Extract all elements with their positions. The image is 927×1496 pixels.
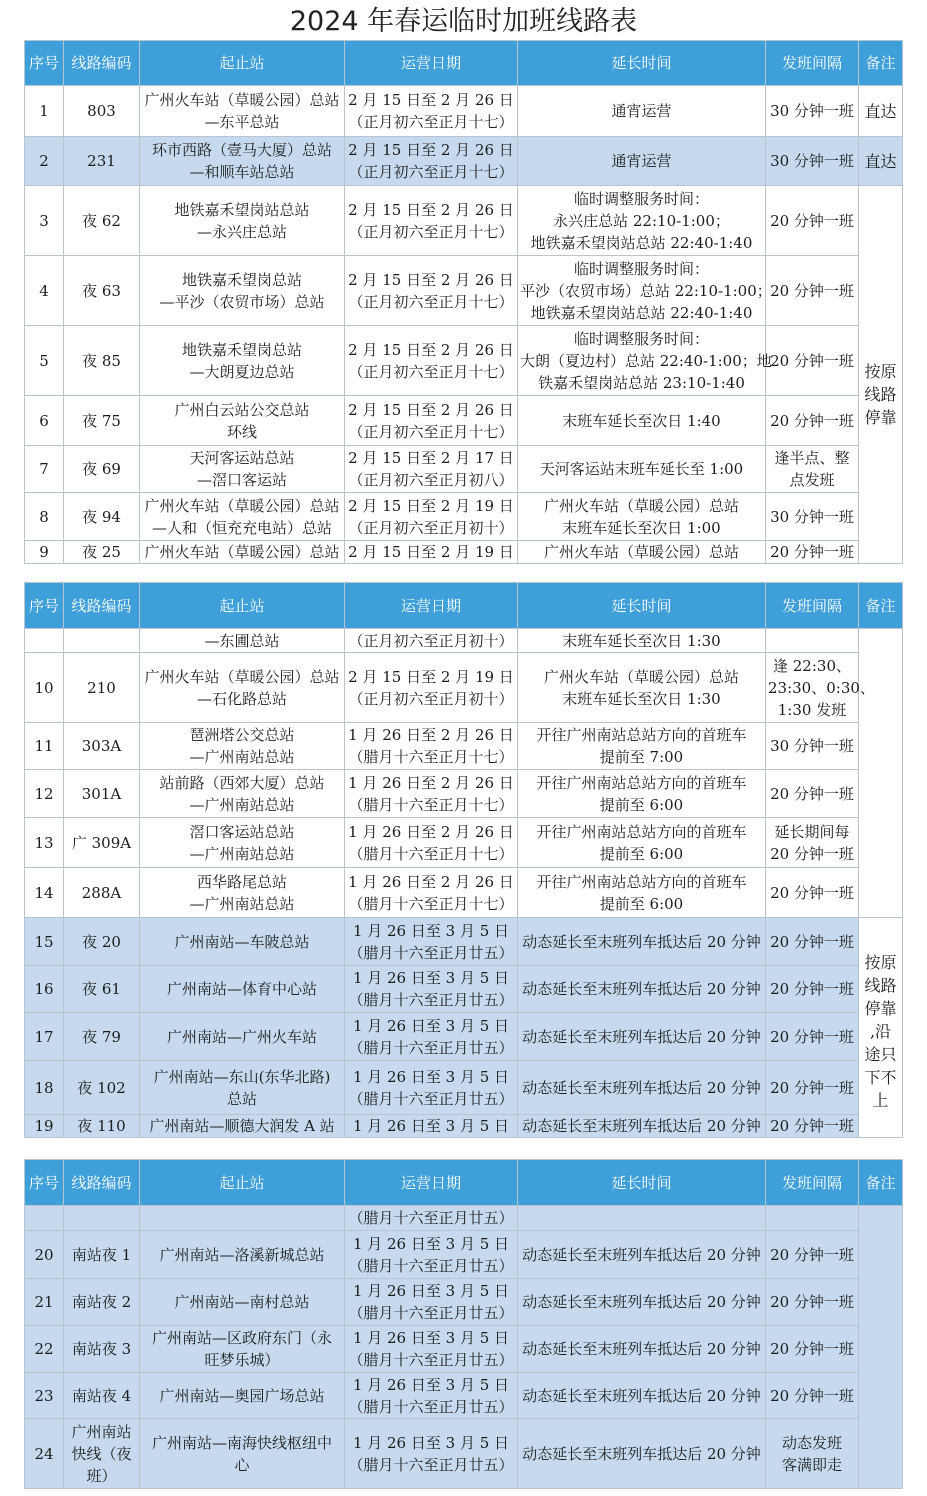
- row-code: [64, 629, 140, 653]
- table-row: [25, 868, 903, 918]
- row-route: 滘口客运站总站 —广州南站总站: [140, 818, 345, 868]
- header-code: 线路编码: [64, 1160, 140, 1206]
- row-extension: 开往广州南站总站方向的首班车 提前至 7:00: [518, 723, 766, 770]
- table-row: [25, 541, 903, 564]
- row-extension: 临时调整服务时间： 永兴庄总站 22:10-1:00； 地铁嘉禾望岗站总站 22:40-1:40: [518, 186, 766, 256]
- row-code: 231: [64, 137, 140, 186]
- row-num: 3: [25, 186, 64, 256]
- row-route: 广州南站—南海快线枢纽中 心: [140, 1419, 345, 1489]
- row-date: 1 月 26 日至 3 月 5 日 （腊月十六至正月廿五）: [345, 1326, 518, 1373]
- row-route: 广州南站—区政府东门（永 旺梦乐城）: [140, 1326, 345, 1373]
- header-interval: 发班间隔: [766, 583, 859, 629]
- row-interval: [766, 1206, 859, 1231]
- row-date: 1 月 26 日至 3 月 5 日 （腊月十六至正月廿五）: [345, 918, 518, 966]
- row-num: 11: [25, 723, 64, 770]
- row-route: 广州火车站（草暖公园）总站 —石化路总站: [140, 653, 345, 723]
- table-row: [25, 256, 903, 326]
- row-date: 2 月 15 日至 2 月 19 日: [345, 541, 518, 564]
- row-interval: 30 分钟一班: [766, 137, 859, 186]
- row-route: 广州火车站（草暖公园）总站: [140, 541, 345, 564]
- row-extension: 动态延长至末班列车抵达后 20 分钟: [518, 1231, 766, 1279]
- table-row: [25, 1013, 903, 1061]
- row-remark: [859, 629, 903, 918]
- row-date: 1 月 26 日至 3 月 5 日 （腊月十六至正月廿五）: [345, 1231, 518, 1279]
- row-remark-merged: 按原 线路 停靠 ,沿 途只 下不 上: [859, 918, 903, 1138]
- table-row: [25, 1279, 903, 1326]
- row-extension: 开往广州南站总站方向的首班车 提前至 6:00: [518, 818, 766, 868]
- row-interval: 20 分钟一班: [766, 396, 859, 446]
- row-route: 广州南站—奥园广场总站: [140, 1373, 345, 1419]
- row-extension: 动态延长至末班列车抵达后 20 分钟: [518, 1279, 766, 1326]
- row-interval: [766, 629, 859, 653]
- row-date: 2 月 15 日至 2 月 26 日 （正月初六至正月十七）: [345, 86, 518, 137]
- header-code: 线路编码: [64, 41, 140, 86]
- row-num: 20: [25, 1231, 64, 1279]
- table-row: [25, 396, 903, 446]
- row-num: 5: [25, 326, 64, 396]
- row-interval: 20 分钟一班: [766, 186, 859, 256]
- row-extension: 动态延长至末班列车抵达后 20 分钟: [518, 1013, 766, 1061]
- table-row: [25, 1115, 903, 1138]
- row-date: （腊月十六至正月廿五）: [345, 1206, 518, 1231]
- row-code: 夜 102: [64, 1061, 140, 1115]
- row-extension: 动态延长至末班列车抵达后 20 分钟: [518, 1326, 766, 1373]
- row-route: 站前路（西郊大厦）总站 —广州南站总站: [140, 770, 345, 818]
- row-date: 2 月 15 日至 2 月 26 日 （正月初六至正月十七）: [345, 137, 518, 186]
- row-code: [64, 1206, 140, 1231]
- row-route: 地铁嘉禾望岗站总站 —永兴庄总站: [140, 186, 345, 256]
- row-extension: 动态延长至末班列车抵达后 20 分钟: [518, 918, 766, 966]
- table-row: [25, 1419, 903, 1489]
- row-extension: 广州火车站（草暖公园）总站 末班车延长至次日 1:30: [518, 653, 766, 723]
- row-code: 夜 75: [64, 396, 140, 446]
- row-route: 广州火车站（草暖公园）总站 —东平总站: [140, 86, 345, 137]
- header-code: 线路编码: [64, 583, 140, 629]
- table-row: [25, 918, 903, 966]
- row-route: 广州南站—顺德大润发 A 站: [140, 1115, 345, 1138]
- row-code: 南站夜 4: [64, 1373, 140, 1419]
- row-num: 10: [25, 653, 64, 723]
- schedule-table-part-1: [24, 40, 903, 564]
- table-row: [25, 137, 903, 186]
- row-route: 广州南站—南村总站: [140, 1279, 345, 1326]
- row-remark: 直达: [859, 86, 903, 137]
- row-interval: 20 分钟一班: [766, 1373, 859, 1419]
- header-num: 序号: [25, 583, 64, 629]
- row-interval: 20 分钟一班: [766, 1115, 859, 1138]
- row-extension: 临时调整服务时间： 大朗（夏边村）总站 22:40-1:00；地 铁嘉禾望岗站总站 23:10-1:40: [518, 326, 766, 396]
- row-num: 1: [25, 86, 64, 137]
- row-code: 南站夜 1: [64, 1231, 140, 1279]
- row-date: 1 月 26 日至 2 月 26 日 （腊月十六至正月十七）: [345, 723, 518, 770]
- row-date: 1 月 26 日至 3 月 5 日 （腊月十六至正月廿五）: [345, 966, 518, 1013]
- row-code: 301A: [64, 770, 140, 818]
- row-extension: 动态延长至末班列车抵达后 20 分钟: [518, 966, 766, 1013]
- row-num: 12: [25, 770, 64, 818]
- row-route: 地铁嘉禾望岗总站 —平沙（农贸市场）总站: [140, 256, 345, 326]
- header-date: 运营日期: [345, 583, 518, 629]
- row-num: 9: [25, 541, 64, 564]
- header-interval: 发班间隔: [766, 1160, 859, 1206]
- row-interval: 20 分钟一班: [766, 966, 859, 1013]
- table-header-row: [25, 1160, 903, 1206]
- table-header-row: [25, 41, 903, 86]
- row-route: 地铁嘉禾望岗总站 —大朗夏边总站: [140, 326, 345, 396]
- row-code: 夜 69: [64, 446, 140, 493]
- row-interval: 20 分钟一班: [766, 256, 859, 326]
- row-date: 1 月 26 日至 3 月 5 日 （腊月十六至正月廿五）: [345, 1061, 518, 1115]
- row-interval: 20 分钟一班: [766, 1231, 859, 1279]
- header-remark: 备注: [859, 583, 903, 629]
- table-row: [25, 653, 903, 723]
- row-interval: 逢半点、整 点发班: [766, 446, 859, 493]
- row-code: 夜 94: [64, 493, 140, 541]
- row-route: [140, 1206, 345, 1231]
- row-extension: 开往广州南站总站方向的首班车 提前至 6:00: [518, 868, 766, 918]
- row-num: [25, 629, 64, 653]
- header-route: 起止站: [140, 1160, 345, 1206]
- table-row: [25, 818, 903, 868]
- row-interval: 延长期间每 20 分钟一班: [766, 818, 859, 868]
- schedule-table-part-3: [24, 1159, 903, 1489]
- table-row: [25, 186, 903, 256]
- row-interval: 20 分钟一班: [766, 1326, 859, 1373]
- row-interval: 20 分钟一班: [766, 918, 859, 966]
- header-route: 起止站: [140, 583, 345, 629]
- row-remark-merged: 按原 线路 停靠: [859, 186, 903, 564]
- row-extension: 天河客运站末班车延长至 1:00: [518, 446, 766, 493]
- row-date: 1 月 26 日至 3 月 5 日 （腊月十六至正月廿五）: [345, 1419, 518, 1489]
- row-date: 2 月 15 日至 2 月 26 日 （正月初六至正月十七）: [345, 256, 518, 326]
- row-num: 4: [25, 256, 64, 326]
- row-date: 2 月 15 日至 2 月 26 日 （正月初六至正月十七）: [345, 186, 518, 256]
- page-title: 2024 年春运临时加班线路表: [289, 6, 638, 37]
- row-date: 2 月 15 日至 2 月 17 日 （正月初六至正月初八）: [345, 446, 518, 493]
- table-row: [25, 1061, 903, 1115]
- row-code: 广州南站 快线（夜 班）: [64, 1419, 140, 1489]
- row-num: 21: [25, 1279, 64, 1326]
- row-code: 303A: [64, 723, 140, 770]
- row-code: 夜 110: [64, 1115, 140, 1138]
- row-route: 广州南站—东山(东华北路) 总站: [140, 1061, 345, 1115]
- row-date: 2 月 15 日至 2 月 19 日 （正月初六至正月初十）: [345, 653, 518, 723]
- header-extension: 延长时间: [518, 1160, 766, 1206]
- table-row: [25, 770, 903, 818]
- row-num: 17: [25, 1013, 64, 1061]
- row-interval: 20 分钟一班: [766, 868, 859, 918]
- row-num: [25, 1206, 64, 1231]
- row-code: 夜 63: [64, 256, 140, 326]
- header-num: 序号: [25, 41, 64, 86]
- row-route: 广州火车站（草暖公园）总站 —人和（恒充充电站）总站: [140, 493, 345, 541]
- row-route: 环市西路（壹马大厦）总站 —和顺车站总站: [140, 137, 345, 186]
- table-row: [25, 1326, 903, 1373]
- row-extension: 末班车延长至次日 1:30: [518, 629, 766, 653]
- row-interval: 30 分钟一班: [766, 723, 859, 770]
- row-num: 19: [25, 1115, 64, 1138]
- table-row: [25, 1373, 903, 1419]
- row-extension: 动态延长至末班列车抵达后 20 分钟: [518, 1061, 766, 1115]
- row-date: 1 月 26 日至 2 月 26 日 （腊月十六至正月十七）: [345, 770, 518, 818]
- header-route: 起止站: [140, 41, 345, 86]
- row-num: 23: [25, 1373, 64, 1419]
- row-num: 15: [25, 918, 64, 966]
- row-extension: [518, 1206, 766, 1231]
- row-code: 210: [64, 653, 140, 723]
- row-date: 1 月 26 日至 3 月 5 日 （腊月十六至正月廿五）: [345, 1373, 518, 1419]
- row-code: 夜 20: [64, 918, 140, 966]
- row-date: 1 月 26 日至 3 月 5 日 （腊月十六至正月廿五）: [345, 1279, 518, 1326]
- row-code: 夜 85: [64, 326, 140, 396]
- row-remark: [859, 1206, 903, 1489]
- row-num: 14: [25, 868, 64, 918]
- row-code: 南站夜 2: [64, 1279, 140, 1326]
- row-extension: 广州火车站（草暖公园）总站 末班车延长至次日 1:00: [518, 493, 766, 541]
- row-extension: 广州火车站（草暖公园）总站: [518, 541, 766, 564]
- schedule-table-part-2: [24, 582, 903, 1138]
- row-interval: 30 分钟一班: [766, 86, 859, 137]
- row-num: 7: [25, 446, 64, 493]
- row-num: 2: [25, 137, 64, 186]
- table-row: [25, 1231, 903, 1279]
- row-route: 广州白云站公交总站 环线: [140, 396, 345, 446]
- table-row: [25, 86, 903, 137]
- row-date: 1 月 26 日至 3 月 5 日 （腊月十六至正月廿五）: [345, 1013, 518, 1061]
- row-code: 803: [64, 86, 140, 137]
- row-code: 广 309A: [64, 818, 140, 868]
- row-date: 2 月 15 日至 2 月 26 日 （正月初六至正月十七）: [345, 326, 518, 396]
- row-code: 南站夜 3: [64, 1326, 140, 1373]
- row-route: 天河客运站总站 —滘口客运站: [140, 446, 345, 493]
- table-row: [25, 446, 903, 493]
- row-extension: 通宵运营: [518, 137, 766, 186]
- row-date: 2 月 15 日至 2 月 26 日 （正月初六至正月十七）: [345, 396, 518, 446]
- row-route: 广州南站—洛溪新城总站: [140, 1231, 345, 1279]
- row-date: 1 月 26 日至 2 月 26 日 （腊月十六至正月十七）: [345, 868, 518, 918]
- row-route: 广州南站—广州火车站: [140, 1013, 345, 1061]
- row-interval: 20 分钟一班: [766, 541, 859, 564]
- row-extension: 临时调整服务时间： 平沙（农贸市场）总站 22:10-1:00； 地铁嘉禾望岗站总站 22:40-1:40: [518, 256, 766, 326]
- row-extension: 末班车延长至次日 1:40: [518, 396, 766, 446]
- row-route: 广州南站—车陂总站: [140, 918, 345, 966]
- row-interval: 30 分钟一班: [766, 493, 859, 541]
- row-route: 西华路尾总站 —广州南站总站: [140, 868, 345, 918]
- table-row: [25, 326, 903, 396]
- table-row: [25, 1206, 903, 1231]
- table-row: [25, 493, 903, 541]
- table-header-row: [25, 583, 903, 629]
- row-code: 夜 62: [64, 186, 140, 256]
- header-date: 运营日期: [345, 1160, 518, 1206]
- row-extension: 动态延长至末班列车抵达后 20 分钟: [518, 1115, 766, 1138]
- row-num: 8: [25, 493, 64, 541]
- row-num: 18: [25, 1061, 64, 1115]
- row-num: 24: [25, 1419, 64, 1489]
- row-code: 288A: [64, 868, 140, 918]
- header-num: 序号: [25, 1160, 64, 1206]
- header-interval: 发班间隔: [766, 41, 859, 86]
- row-extension: 动态延长至末班列车抵达后 20 分钟: [518, 1419, 766, 1489]
- row-interval: 20 分钟一班: [766, 1279, 859, 1326]
- row-code: 夜 79: [64, 1013, 140, 1061]
- row-route: 广州南站—体育中心站: [140, 966, 345, 1013]
- table-row: [25, 629, 903, 653]
- row-code: 夜 25: [64, 541, 140, 564]
- row-date: 1 月 26 日至 2 月 26 日 （腊月十六至正月十七）: [345, 818, 518, 868]
- header-remark: 备注: [859, 1160, 903, 1206]
- row-remark: 直达: [859, 137, 903, 186]
- row-interval: 20 分钟一班: [766, 1013, 859, 1061]
- row-num: 6: [25, 396, 64, 446]
- row-code: 夜 61: [64, 966, 140, 1013]
- header-extension: 延长时间: [518, 583, 766, 629]
- header-date: 运营日期: [345, 41, 518, 86]
- row-interval: 20 分钟一班: [766, 326, 859, 396]
- row-extension: 动态延长至末班列车抵达后 20 分钟: [518, 1373, 766, 1419]
- table-row: [25, 723, 903, 770]
- row-date: （正月初六至正月初十）: [345, 629, 518, 653]
- row-date: 2 月 15 日至 2 月 19 日 （正月初六至正月初十）: [345, 493, 518, 541]
- row-interval: 逢 22:30、 23:30、0:30、 1:30 发班: [766, 653, 859, 723]
- row-date: 1 月 26 日至 3 月 5 日: [345, 1115, 518, 1138]
- row-interval: 20 分钟一班: [766, 1061, 859, 1115]
- row-route: —东圃总站: [140, 629, 345, 653]
- row-interval: 动态发班 客满即走: [766, 1419, 859, 1489]
- row-extension: 开往广州南站总站方向的首班车 提前至 6:00: [518, 770, 766, 818]
- row-num: 16: [25, 966, 64, 1013]
- header-extension: 延长时间: [518, 41, 766, 86]
- row-route: 琶洲塔公交总站 —广州南站总站: [140, 723, 345, 770]
- row-extension: 通宵运营: [518, 86, 766, 137]
- row-num: 13: [25, 818, 64, 868]
- row-num: 22: [25, 1326, 64, 1373]
- table-row: [25, 966, 903, 1013]
- header-remark: 备注: [859, 41, 903, 86]
- row-interval: 20 分钟一班: [766, 770, 859, 818]
